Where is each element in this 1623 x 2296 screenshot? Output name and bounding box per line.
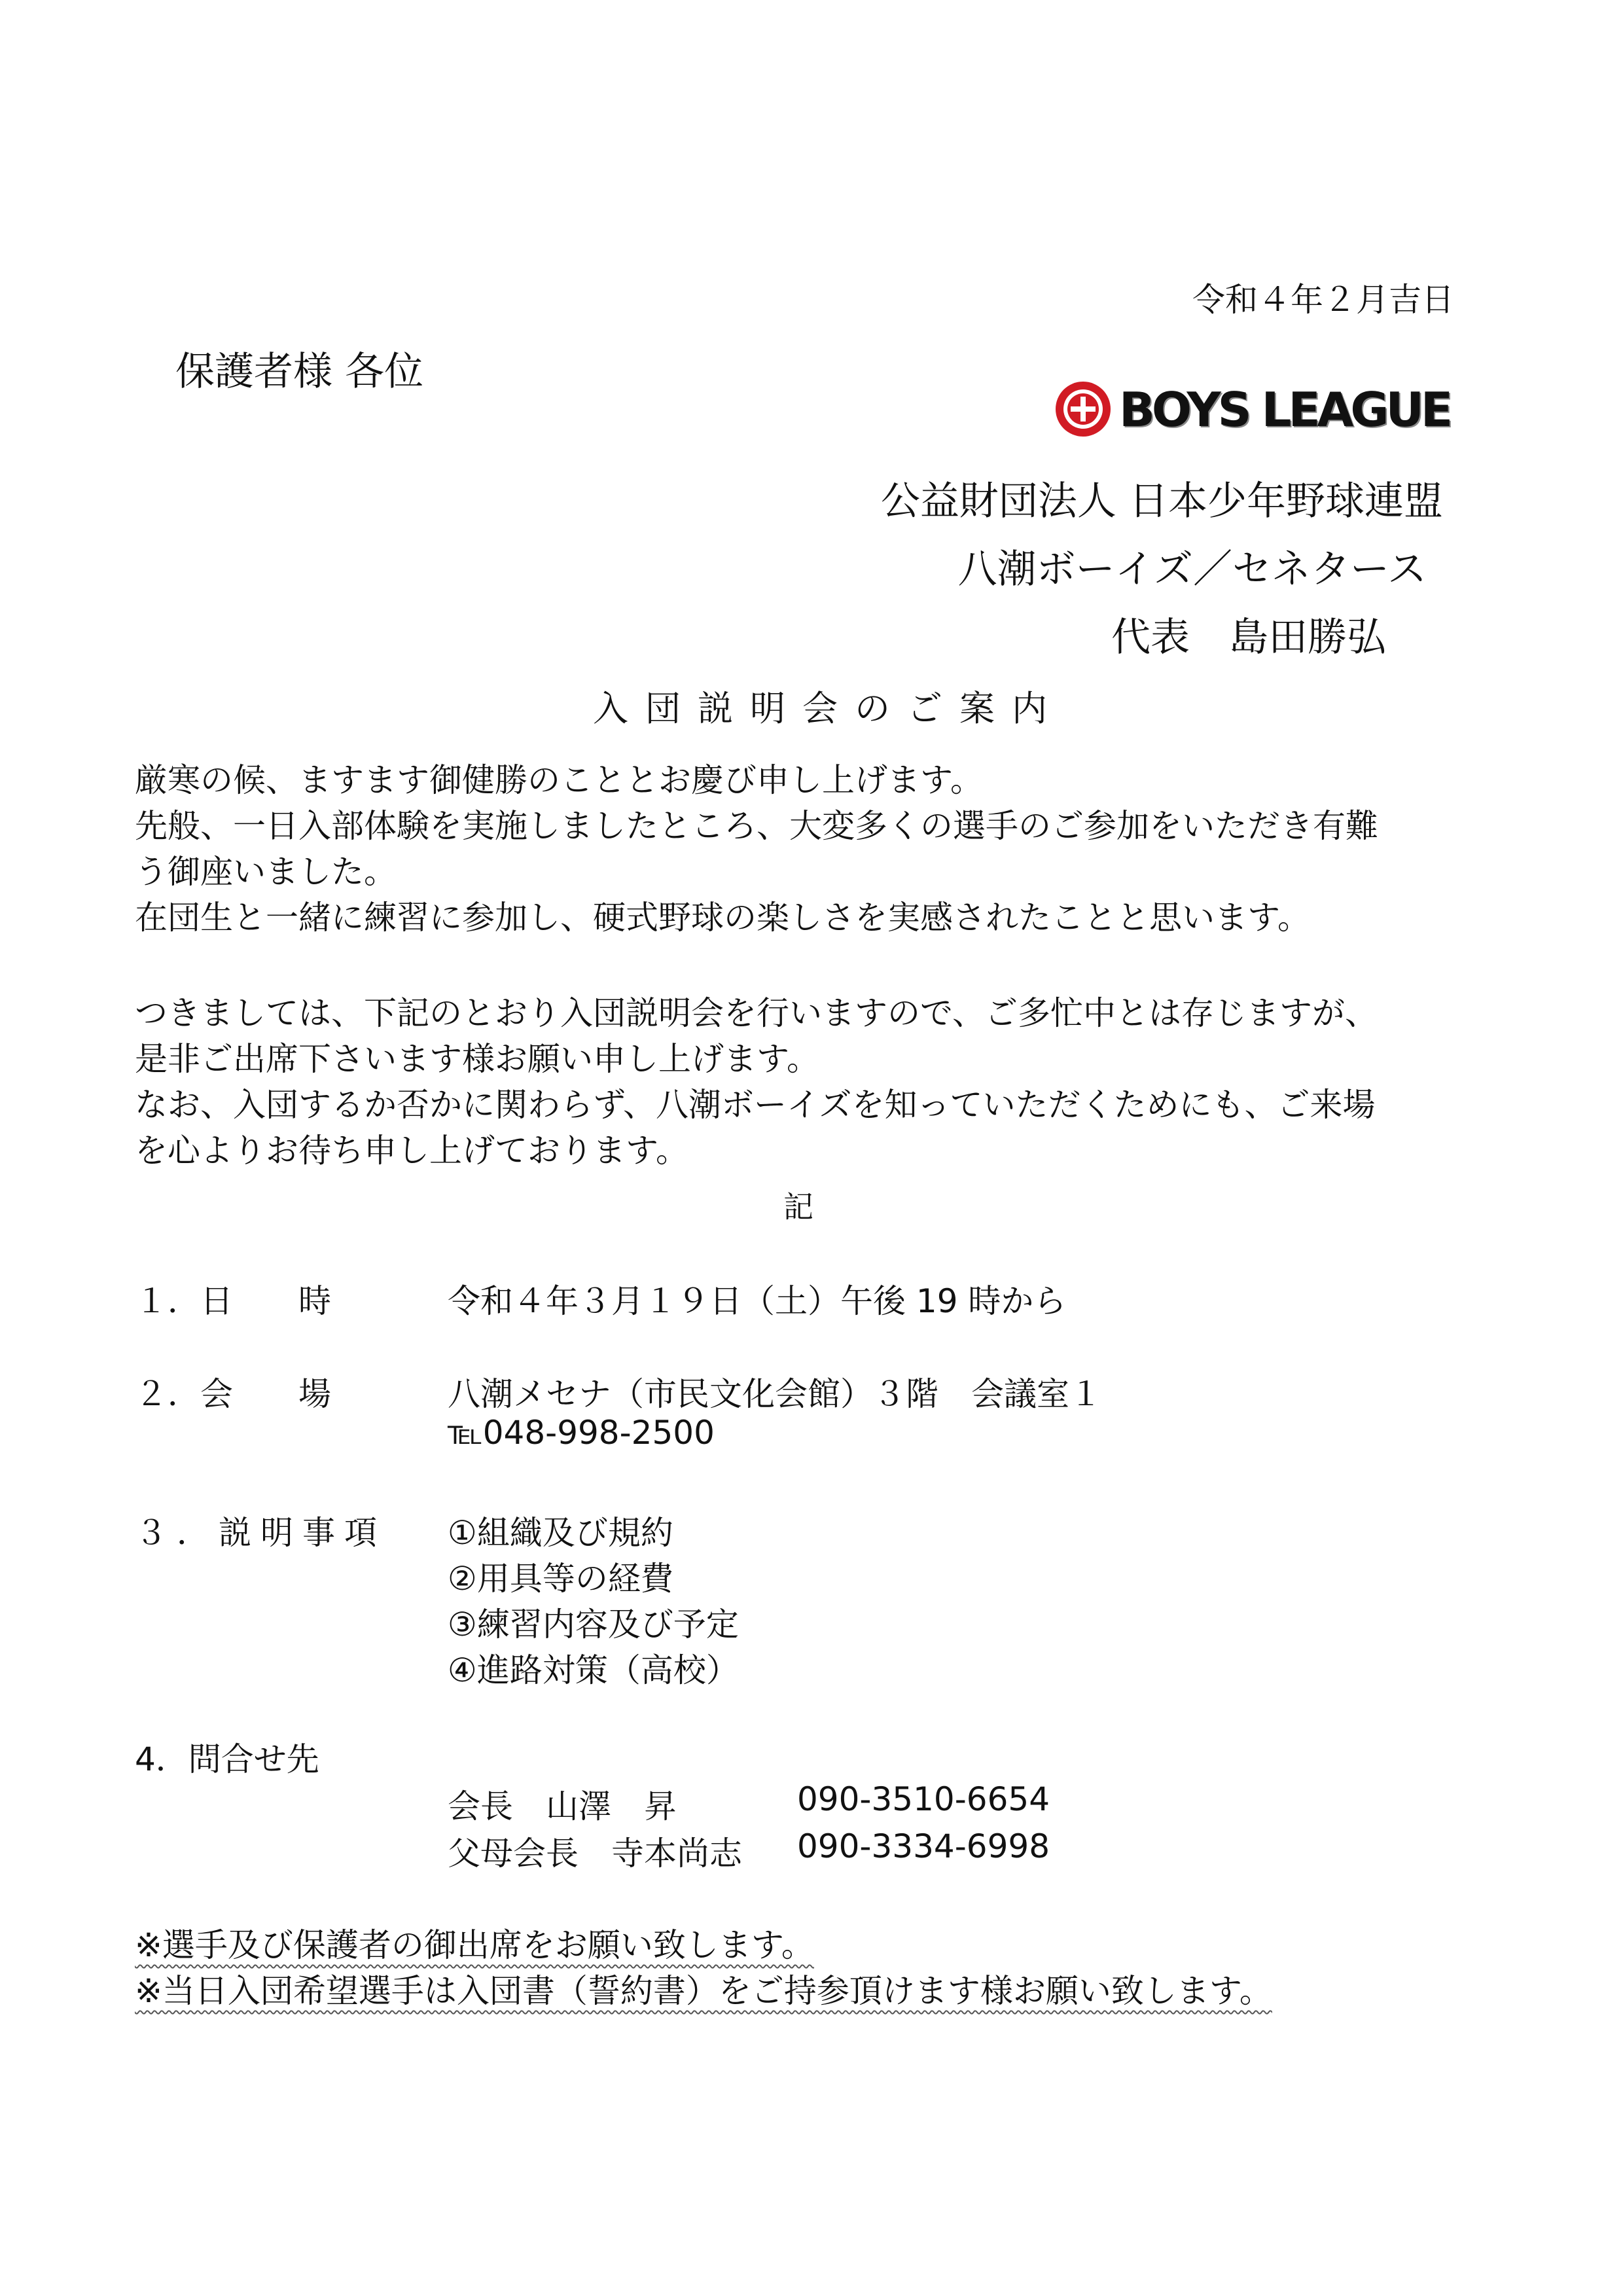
item-venue-label: ２．会 場 (135, 1375, 331, 1413)
document-title: 入団説明会のご案内 (593, 688, 1064, 729)
topic-item: ②用具等の経費 (448, 1560, 673, 1598)
contact-parent-phone: 090-3334-6998 (797, 1827, 1050, 1865)
recipient: 保護者様 各位 (175, 349, 424, 395)
body-line-5: つきましては、下記のとおり入団説明会を行いますので、ご多忙中とは存じますが、 (135, 994, 1378, 1032)
note-attendance: ※選手及び保護者の御出席をお願い致します。 (135, 1926, 814, 1964)
body-line-8: を心よりお待ち申し上げております。 (135, 1132, 688, 1170)
organization-name: 公益財団法人 日本少年野球連盟 (880, 478, 1443, 524)
topic-item: ①組織及び規約 (448, 1514, 673, 1552)
contact-parent-name: 父母会長 寺本尚志 (448, 1835, 742, 1873)
item-venue-value: 八潮メセナ（市民文化会館）３階 会議室１ (448, 1375, 1102, 1413)
logo-wordmark: BOYS LEAGUE (1119, 382, 1450, 437)
body-line-7: なお、入団するか否かに関わらず、八潮ボーイズを知っていただくためにも、ご来場 (135, 1086, 1376, 1124)
boys-league-logo (1054, 380, 1450, 439)
representative-name: 代表 島田勝弘 (1111, 615, 1386, 660)
boys-league-emblem-icon (1054, 380, 1113, 439)
topic-item: ④進路対策（高校） (448, 1651, 739, 1689)
note-application-form: ※当日入団希望選手は入団書（誓約書）をご持参頂けます様お願い致します。 (135, 1972, 1272, 2010)
document-date: 令和４年２月吉日 (1192, 281, 1454, 319)
contact-chair-phone: 090-3510-6654 (797, 1780, 1050, 1818)
item-contact-label: 4．問合せ先 (135, 1740, 319, 1778)
body-line-1: 厳寒の候、ますます御健勝のこととお慶び申し上げます。 (135, 761, 983, 799)
item-datetime-label: １．日 時 (135, 1282, 331, 1320)
body-line-6: 是非ご出席下さいます様お願い申し上げます。 (135, 1040, 819, 1078)
contact-chair-name: 会長 山澤 昇 (448, 1787, 677, 1825)
item-datetime-value: 令和４年３月１９日（土）午後 19 時から (448, 1282, 1067, 1320)
body-line-2: 先般、一日入部体験を実施しましたところ、大変多くの選手のご参加をいただき有難 (135, 807, 1378, 845)
body-line-4: 在団生と一緒に練習に参加し、硬式野球の楽しさを実感されたことと思います。 (135, 899, 1310, 937)
topic-item: ③練習内容及び予定 (448, 1605, 739, 1643)
team-name: 八潮ボーイズ／セネタース (957, 547, 1427, 592)
body-line-3: う御座いました。 (135, 853, 397, 891)
item-topics-label: ３．説明事項 (135, 1514, 386, 1552)
item-venue-tel: ℡048-998-2500 (448, 1414, 715, 1452)
ki-marker: 記 (783, 1189, 813, 1225)
